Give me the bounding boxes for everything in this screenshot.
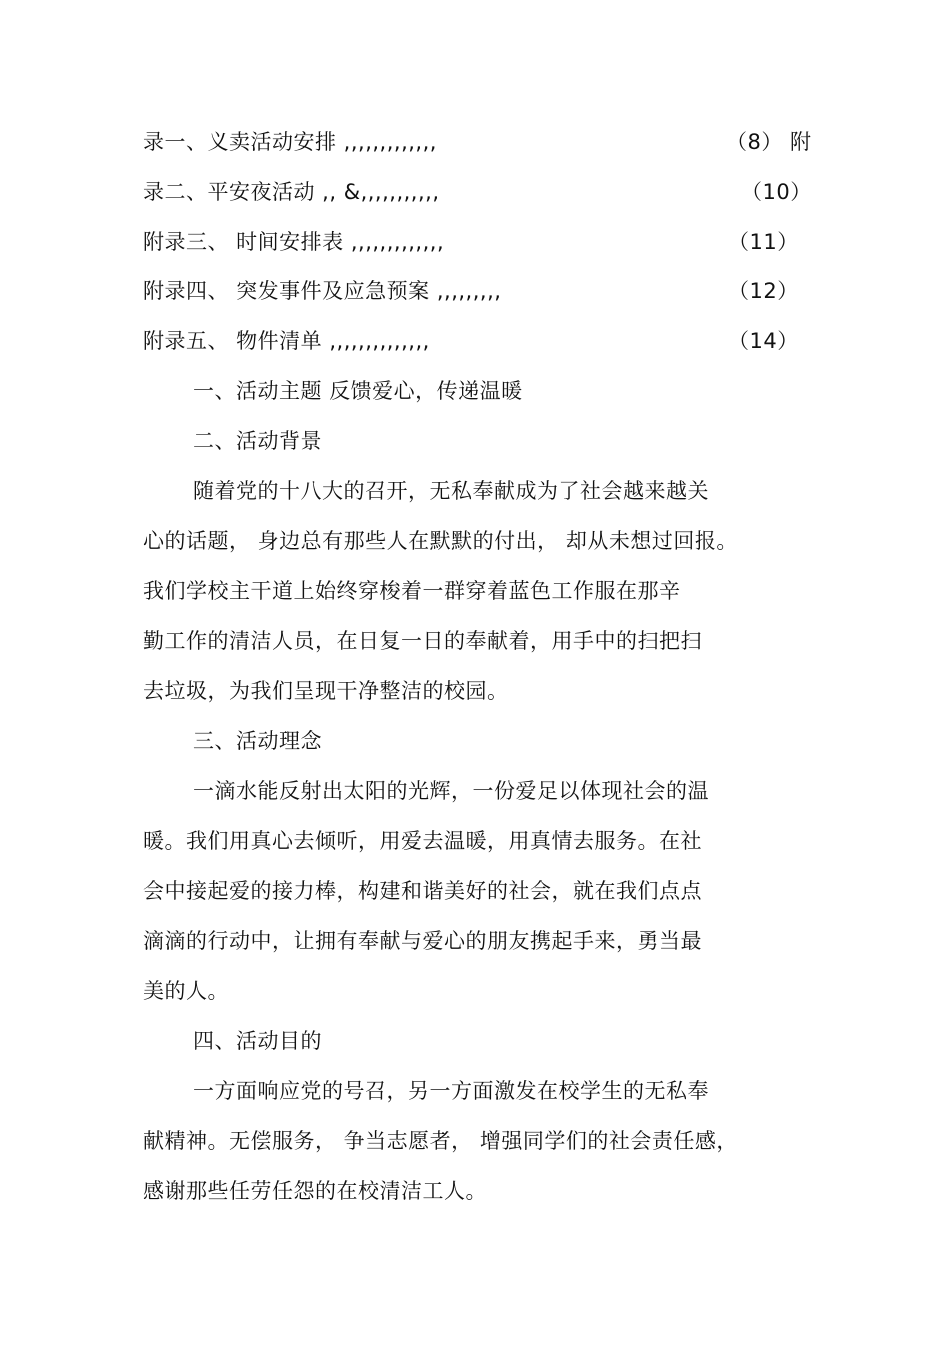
toc-entry-appendix-2 [143, 177, 812, 207]
paragraph-line: 一方面响应党的号召，另一方面激发在校学生的无私奉 [193, 1079, 709, 1103]
toc-entry-page: （10） [741, 180, 812, 204]
section-heading-background: 二、活动背景 [193, 429, 322, 453]
paragraph-line: 感谢那些任劳任怨的在校清洁工人。 [143, 1179, 487, 1203]
paragraph-line: 暖。我们用真心去倾听，用爱去温暖，用真情去服务。在社 [143, 829, 702, 853]
toc-entry-text: 附录三、 时间安排表 ,,,,,,,,,,,,, [143, 230, 445, 254]
paragraph-line: 会中接起爱的接力棒，构建和谐美好的社会，就在我们点点 [143, 879, 702, 903]
paragraph-line: 心的话题， 身边总有那些人在默默的付出， 却从未想过回报。 [143, 529, 738, 553]
paragraph-line: 滴滴的行动中，让拥有奉献与爱心的朋友携起手来，勇当最 [143, 929, 702, 953]
toc-entry-appendix-1 [143, 127, 812, 157]
section-heading-purpose: 四、活动目的 [193, 1029, 322, 1053]
toc-entry-appendix-3 [143, 227, 808, 257]
paragraph-line: 勤工作的清洁人员，在日复一日的奉献着，用手中的扫把扫 [143, 629, 702, 653]
paragraph-line: 随着党的十八大的召开，无私奉献成为了社会越来越关 [193, 479, 709, 503]
paragraph-line: 美的人。 [143, 979, 229, 1003]
paragraph-line: 去垃圾，为我们呈现干净整洁的校园。 [143, 679, 509, 703]
paragraph-line: 一滴水能反射出太阳的光辉，一份爱足以体现社会的温 [193, 779, 709, 803]
paragraph-line: 我们学校主干道上始终穿梭着一群穿着蓝色工作服在那辛 [143, 579, 681, 603]
toc-entry-page: （12） [728, 279, 799, 303]
toc-entry-appendix-5 [143, 326, 808, 356]
toc-entry-appendix-4 [143, 276, 808, 306]
toc-entry-text: 附录五、 物件清单 ,,,,,,,,,,,,,, [143, 329, 430, 353]
toc-entry-text: 附录四、 突发事件及应急预案 ,,,,,,,,, [143, 279, 502, 303]
paragraph-line: 献精神。无偿服务， 争当志愿者， 增强同学们的社会责任感， [143, 1129, 738, 1153]
toc-entry-page: （11） [728, 230, 799, 254]
toc-entry-page: （14） [728, 329, 799, 353]
toc-entry-text: 录二、平安夜活动 ,, &,,,,,,,,,,, [143, 180, 440, 204]
section-heading-concept: 三、活动理念 [193, 729, 322, 753]
toc-entry-text: 录一、义卖活动安排 ,,,,,,,,,,,,, [143, 130, 437, 154]
toc-entry-page: （8） 附 [726, 130, 812, 154]
section-heading-theme: 一、活动主题 反馈爱心，传递温暖 [193, 379, 523, 403]
